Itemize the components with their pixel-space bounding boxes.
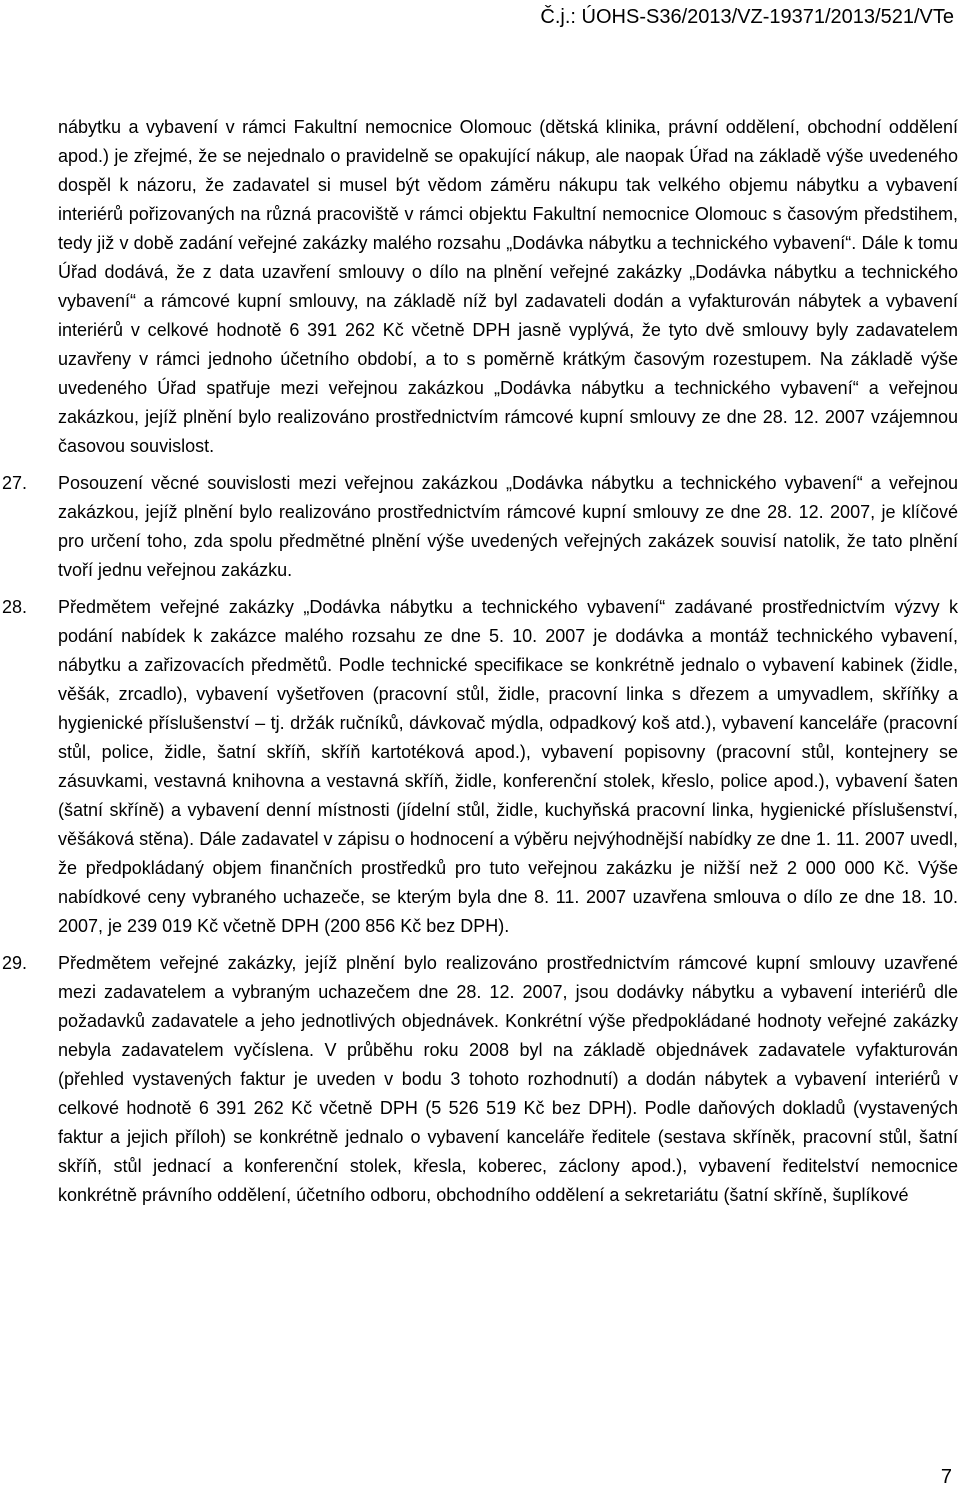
paragraph-text: Předmětem veřejné zakázky „Dodávka nábytku a technického vybavení“ zadávané prostřednictvím výzvy k podání nabídek k zakázce malého rozsahu ze dne 5. 10. 2007 je dodávka a montáž technického vybavení, nábytku a zařizovacích předmětů. Podle technické specifikace se konkrétně jednalo o vybavení kabinek (židle, věšák, zrcadlo), vybavení vyšetřoven (pracovní stůl, židle, pracovní linka s dřezem a umyvadlem, skříňky a hygienické příslušenství – tj. držák ručníků, dávkovač mýdla, odpadkový koš atd.), vybavení kanceláře (pracovní stůl, police, židle, šatní skříň, skříň kartotéková apod.), vybavení popisovny (pracovní stůl, kontejnery se zásuvkami, vestavná knihovna a vestavná skříň, židle, konferenční stolek, křeslo, police apod.), vybavení šaten (šatní skříně) a vybavení denní místnosti (jídelní stůl, židle, kuchyňská pracovní linka, hygienické příslušenství, věšáková stěna). Dále zadavatel v zápisu o hodnocení a výběru nejvýhodnější nabídky ze dne 1. 11. 2007 uvedl, že předpokládaný objem finančních prostředků pro tuto veřejnou zakázku je nižší než 2 000 000 Kč. Výše nabídkové ceny vybraného uchazeče, se kterým byla dne 8. 11. 2007 uzavřena smlouva o dílo ze dne 18. 10. 2007, je 239 019 Kč včetně DPH (200 856 Kč bez DPH). bbox=[58, 597, 958, 936]
paragraph-29 bbox=[2, 949, 958, 1210]
document-body bbox=[2, 113, 958, 1210]
paragraph-continuation: nábytku a vybavení v rámci Fakultní nemocnice Olomouc (dětská klinika, právní oddělení, obchodní oddělení apod.) je zřejmé, že se nejednalo o pravidelně se opakující nákup, ale naopak Úřad na základě výše uvedeného dospěl k názoru, že zadavatel si musel být vědom záměru nákupu tak velkého objemu nábytku a vybavení interiérů pořizovaných na různá pracoviště v rámci objektu Fakultní nemocnice Olomouc s časovým předstihem, tedy již v době zadání veřejné zakázky malého rozsahu „Dodávka nábytku a technického vybavení“. Dále k tomu Úřad dodává, že z data uzavření smlouvy o dílo na plnění veřejné zakázky „Dodávka nábytku a technického vybavení“ a rámcové kupní smlouvy, na základě níž byl zadavateli dodán a vyfakturován nábytek a vybavení interiérů v celkové hodnotě 6 391 262 Kč včetně DPH jasně vyplývá, že tyto dvě smlouvy byly zadavatelem uzavřeny v rámci jednoho účetního období, a to s poměrně krátkým časovým rozestupem. Na základě výše uvedeného Úřad spatřuje mezi veřejnou zakázkou „Dodávka nábytku a technického vybavení“ a veřejnou zakázkou, jejíž plnění bylo realizováno prostřednictvím rámcové kupní smlouvy ze dne 28. 12. 2007 vzájemnou časovou souvislost. bbox=[58, 117, 958, 456]
paragraph-number: 29. bbox=[2, 953, 28, 973]
paragraph-28 bbox=[2, 593, 958, 941]
paragraph-27 bbox=[2, 469, 958, 585]
paragraph-text: Předmětem veřejné zakázky, jejíž plnění bylo realizováno prostřednictvím rámcové kupní smlouvy uzavřené mezi zadavatelem a vybraným uchazečem dne 28. 12. 2007, jsou dodávky nábytku a vybavení interiérů dle požadavků zadavatele a jeho jednotlivých objednávek. Konkrétní výše předpokládané hodnoty veřejné zakázky nebyla zadavatelem vyčíslena. V průběhu roku 2008 byl na základě objednávek zadavatele vyfakturován (přehled vystavených faktur je uveden v bodu 3 tohoto rozhodnutí) a dodán nábytek a vybavení interiérů v celkové hodnotě 6 391 262 Kč včetně DPH (5 526 519 Kč bez DPH). Podle daňových dokladů (vystavených faktur a jejich příloh) se konkrétně jednalo o vybavení kanceláře ředitele (sestava skříněk, pracovní stůl, šatní skříň, stůl jednací a konferenční stolek, křesla, koberec, záclony apod.), vybavení ředitelství nemocnice konkrétně právního oddělení, účetního odboru, obchodního oddělení a sekretariátu (šatní skříně, šuplíkové bbox=[58, 953, 958, 1205]
paragraph-number: 27. bbox=[2, 473, 28, 493]
document-reference: Č.j.: ÚOHS-S36/2013/VZ-19371/2013/521/VTe bbox=[540, 6, 954, 28]
paragraph-number: 28. bbox=[2, 597, 28, 617]
page-number: 7 bbox=[940, 1466, 952, 1488]
paragraph-text: Posouzení věcné souvislosti mezi veřejnou zakázkou „Dodávka nábytku a technického vybavení“ a veřejnou zakázkou, jejíž plnění bylo realizováno prostřednictvím rámcové kupní smlouvy ze dne 28. 12. 2007, je klíčové pro určení toho, zda spolu předmětné plnění výše uvedených veřejných zakázek souvisí natolik, že tato plnění tvoří jednu veřejnou zakázku. bbox=[58, 473, 958, 580]
